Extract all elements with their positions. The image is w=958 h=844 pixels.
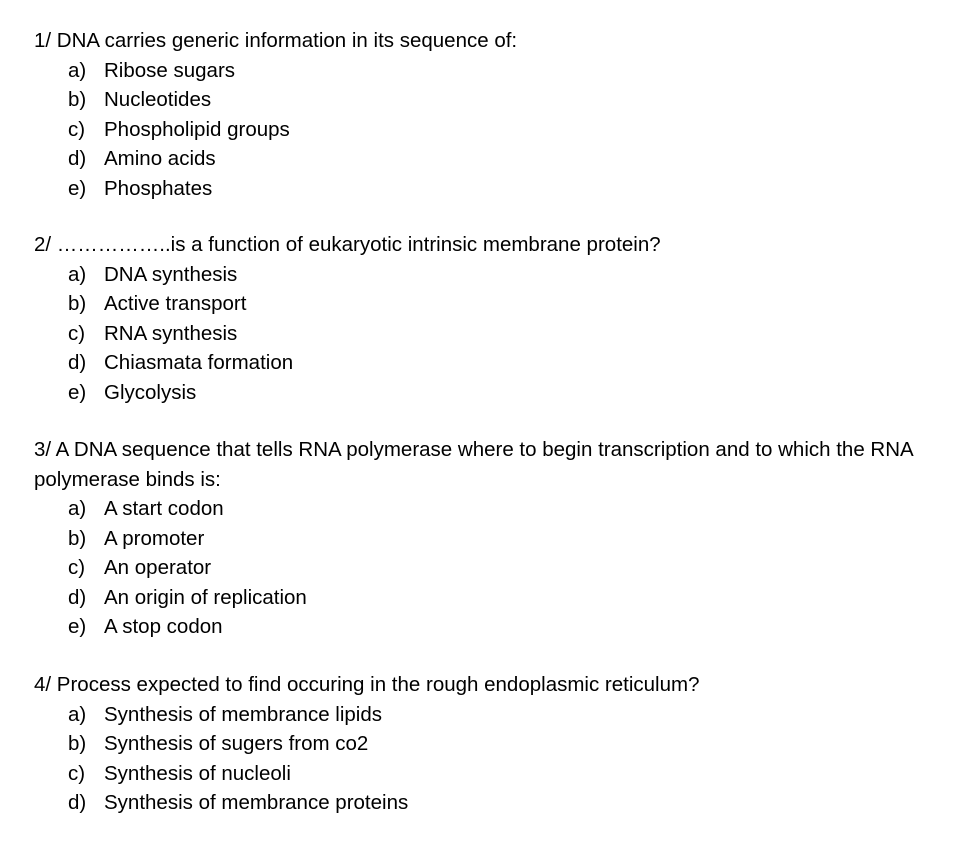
option-c bbox=[34, 319, 944, 349]
option-letter: c) bbox=[68, 117, 86, 141]
option-text: An origin of replication bbox=[104, 585, 307, 609]
option-a bbox=[34, 260, 944, 290]
option-letter: d) bbox=[68, 351, 87, 374]
option-text: Nucleotides bbox=[104, 88, 212, 111]
option-b bbox=[34, 524, 944, 554]
option-text: Ribose sugars bbox=[104, 58, 236, 82]
option-text: Chiasmata formation bbox=[104, 351, 294, 374]
option-e bbox=[34, 174, 944, 204]
option-b bbox=[34, 85, 944, 115]
option-d bbox=[34, 348, 944, 378]
question-text: 3/ A DNA sequence that tells RNA polymerase where to begin transcription and to which the RNA polymerase binds is: bbox=[34, 438, 913, 491]
option-a bbox=[34, 56, 944, 86]
option-b bbox=[34, 729, 944, 759]
option-text: Amino acids bbox=[104, 147, 216, 170]
option-d bbox=[34, 144, 944, 174]
option-letter: c) bbox=[68, 556, 86, 579]
question-1 bbox=[34, 26, 944, 203]
question-4 bbox=[34, 670, 944, 818]
option-text: A stop codon bbox=[104, 615, 223, 638]
option-b bbox=[34, 289, 944, 319]
option-text: Synthesis of membrance proteins bbox=[104, 791, 409, 814]
option-text: Synthesis of nucleoli bbox=[104, 761, 291, 785]
option-text: Synthesis of sugers from co2 bbox=[104, 732, 369, 755]
option-list bbox=[34, 56, 944, 204]
option-e bbox=[34, 378, 944, 408]
question-text: 1/ DNA carries generic information in its sequence of: bbox=[34, 29, 518, 52]
option-list bbox=[34, 260, 944, 408]
option-text: Active transport bbox=[104, 292, 247, 315]
option-text: A promoter bbox=[104, 526, 205, 550]
option-text: Phosphates bbox=[104, 176, 213, 200]
option-letter: e) bbox=[68, 380, 87, 404]
option-letter: c) bbox=[68, 321, 86, 345]
option-letter: b) bbox=[68, 292, 87, 315]
question-text: 2/ ……………..is a function of eukaryotic intrinsic membrane protein? bbox=[34, 233, 661, 256]
option-d bbox=[34, 788, 944, 818]
option-c bbox=[34, 553, 944, 583]
option-text: An operator bbox=[104, 556, 212, 579]
option-letter: e) bbox=[68, 176, 87, 200]
option-list bbox=[34, 494, 944, 642]
option-e bbox=[34, 612, 944, 642]
option-letter: b) bbox=[68, 526, 87, 550]
option-c bbox=[34, 115, 944, 145]
option-letter: b) bbox=[68, 732, 87, 755]
option-a bbox=[34, 494, 944, 524]
option-text: Phospholipid groups bbox=[104, 117, 290, 141]
question-2 bbox=[34, 230, 944, 407]
option-letter: c) bbox=[68, 761, 86, 785]
option-a bbox=[34, 700, 944, 730]
option-text: DNA synthesis bbox=[104, 262, 238, 286]
option-text: A start codon bbox=[104, 497, 224, 520]
option-letter: d) bbox=[68, 791, 87, 814]
option-text: Synthesis of membrance lipids bbox=[104, 702, 383, 726]
option-list bbox=[34, 700, 944, 818]
question-text: 4/ Process expected to find occuring in the rough endoplasmic reticulum? bbox=[34, 673, 700, 696]
option-letter: a) bbox=[68, 262, 87, 286]
option-d bbox=[34, 583, 944, 613]
option-c bbox=[34, 759, 944, 789]
option-letter: e) bbox=[68, 615, 87, 638]
option-letter: d) bbox=[68, 585, 87, 609]
option-text: Glycolysis bbox=[104, 380, 197, 404]
option-text: RNA synthesis bbox=[104, 321, 238, 345]
option-letter: a) bbox=[68, 58, 87, 82]
option-letter: a) bbox=[68, 497, 87, 520]
option-letter: b) bbox=[68, 88, 87, 111]
question-3 bbox=[34, 435, 944, 642]
option-letter: d) bbox=[68, 147, 87, 170]
option-letter: a) bbox=[68, 702, 87, 726]
